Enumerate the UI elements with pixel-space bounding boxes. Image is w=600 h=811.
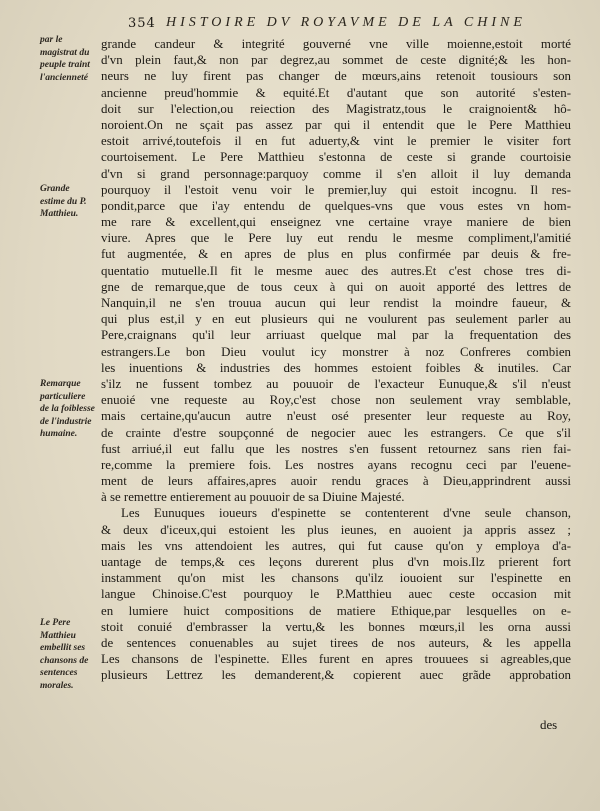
text-line: langue Chinoise.C'est pourquoy le P.Matthieu auec ceste occasion mit (101, 587, 571, 602)
text-line: courtoisement. Le Pere Matthieu s'estonna de ceste si grande courtoisie (101, 150, 571, 165)
text-line: doit sur l'election,ou reiection des Magistratz,tous le craignoient& hô- (101, 101, 571, 116)
text-line: Les chansons de l'espinette. Elles furent en apres trouuees si agreables,que (101, 652, 571, 667)
text-line: à se remettre entierement au pouuoir de sa Diuine Majesté. (101, 490, 405, 505)
text-line: uantage de temps,& ces leçons durerent plus d'vn mois.Ilz prierent fort (101, 555, 571, 569)
text-line: mais les vns attendoient les autres, qui fut cause qu'on y employa d'a- (101, 538, 571, 553)
text-line: instamment qu'on mist les chansons qu'ilz iouoient sur l'espinette en (101, 571, 571, 586)
text-line: de crainte d'estre soupçonné de negocier auec les estrangers. Ce que s'il (101, 425, 571, 440)
text-line: pondit,parce que i'ay entendu de quelques-vns que vous estes vn hom- (101, 198, 571, 213)
page-header (40, 10, 580, 36)
text-line: mais certaine,qu'aucun autre n'eust osé presenter leur requeste au Roy, (101, 409, 571, 424)
text-line: d'vn si grand personnage:parquoy comme il s'en alloit il luy demanda (101, 166, 571, 181)
text-line: enuoié vne requeste au Roy,c'est chose non seulement vray semblable, (101, 393, 571, 408)
body-text (101, 36, 571, 684)
text-line: & deux d'iceux,qui estoient les plus ieunes, en auoient ja appris assez ; (101, 522, 571, 537)
running-head: HISTOIRE DV ROYAVME DE LA CHINE (166, 15, 526, 30)
text-line: s'ilz ne fussent tombez au pouuoir de l'exacteur Eunuque,& s'il n'eust (101, 376, 571, 391)
text-line: fut augmentée, & en apres de plus en plus confirmée par deuis & fre- (101, 247, 571, 262)
text-line: viure. Apres que le Pere luy eut rendu le mesme compliment,l'amitié (101, 231, 571, 246)
margin-note: par le magistrat du peuple traint l'ancienneté (40, 35, 90, 83)
catchword: des (540, 718, 558, 732)
text-line: Nanquin,il ne s'en trouua aucun qui leur rendist la moindre faueur, & (101, 296, 571, 310)
margin-note: Le Pere Matthieu embellit ses chansons de sentences morales. (40, 618, 89, 691)
text-line: grande candeur & integrité gouverné vne ville moienne,estoit morté (101, 37, 571, 51)
text-line: noroient.On ne sçait pas assez par qui il entendit que le Pere Matthieu (101, 117, 571, 132)
text-line: gne de remarque,que de tous ceux à qui on auoit apporté des lettres de (101, 279, 571, 294)
text-line: ment de leurs affaires,apres auoir rendu graces à Dieu,apprindrent aussi (101, 474, 571, 489)
text-line: estrangers.Le bon Dieu voulut icy monstrer à noz Confreres combien (101, 344, 571, 359)
text-line: quentatio mutuelle.Il fit le mesme auec des autres.Et c'est chose tres di- (101, 263, 571, 278)
text-line: d'vn plein faut,& non par degrez,au sommet de ceste dignité;& les hon- (101, 53, 571, 68)
margin-note: Remarque particuliere de la foiblesse de l'industrie humaine. (40, 379, 95, 439)
page-number: 354 (128, 16, 156, 31)
text-line: en lumiere huict compositions de matiere Ethique,par lesquelles on e- (101, 603, 571, 618)
text-line: qui plus est,il y en eut plusieurs qui ne voulurent pas seulement parler au (101, 312, 571, 327)
text-line: plusieurs Lettrez les demanderent,& copierent auec grãde approbation (101, 668, 571, 683)
text-line: re,comme la premiere fois. Les nostres ayans recognu ceci par l'euene- (101, 457, 571, 472)
text-line: pourquoy il l'estoit venu voir le premier,luy qui estoit incognu. Il res- (101, 182, 571, 197)
text-line: neurs ne luy firent pas changer de mœurs,ains retenoit tousiours son (101, 69, 571, 84)
text-line: estoit arrivé,toutefois il en fut aduerty,& vint le premier le visiter fort (101, 134, 571, 149)
text-line: les inuentions & industries des hommes estoient foibles & inutiles. Car (101, 360, 571, 375)
text-line: fust arriué,il eut fallu que les nostres s'en fussent retournez sans rien fai- (101, 441, 571, 456)
text-line: stoit conuié d'embrasser la vertu,& les bonnes mœurs,il les orna aussi (101, 619, 571, 634)
text-line: de sentences conuenables au sujet tirees de nos auteurs, & les appella (101, 635, 571, 650)
margin-note: Grande estime du P. Matthieu. (40, 184, 87, 219)
text-line: Les Eunuques ioueurs d'espinette se contenterent d'vne seule chanson, (121, 506, 571, 521)
text-line: ancienne preud'hommie & equité.Et d'autant que son autorité s'esten- (101, 85, 571, 100)
text-line: Pere,craignans qu'il leur arriuast quelque mal par la frequentation des (101, 328, 571, 343)
text-line: me rare & excellent,qui enseignez vne certaine vraye maniere de bien (101, 215, 571, 230)
